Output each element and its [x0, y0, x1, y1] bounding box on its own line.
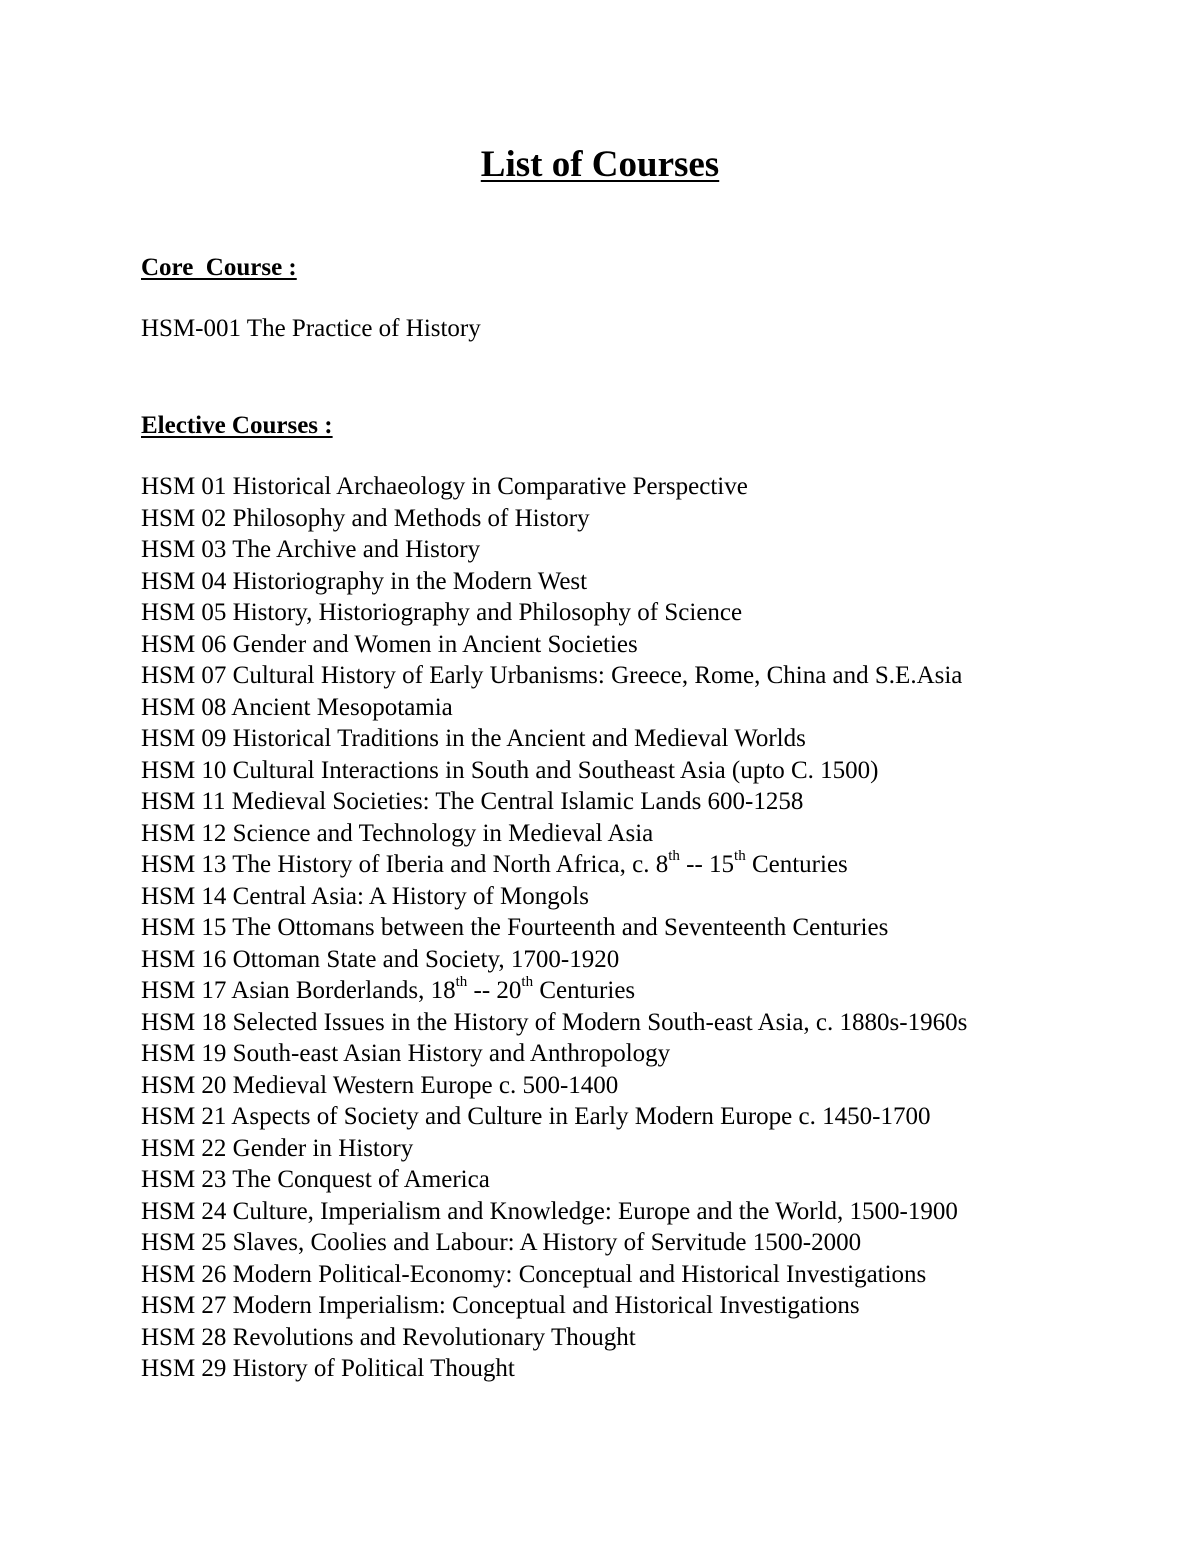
course-list-item: HSM 21 Aspects of Society and Culture in Early Modern Europe c. 1450-1700 [141, 1103, 931, 1130]
course-list-item: HSM 09 Historical Traditions in the Ancient and Medieval Worlds [141, 725, 806, 752]
course-list-item: HSM 29 History of Political Thought [141, 1355, 515, 1382]
ordinal-suffix: th [734, 847, 746, 864]
course-list-item: HSM 02 Philosophy and Methods of History [141, 504, 590, 532]
course-list-item: HSM 20 Medieval Western Europe c. 500-1400 [141, 1071, 619, 1099]
elective-courses-heading [141, 410, 333, 442]
course-list-item: HSM 13 The History of Iberia and North Africa, c. 8th -- 15th Centuries [141, 847, 848, 878]
course-list-item: HSM 03 The Archive and History [141, 536, 481, 563]
course-list-item: HSM 16 Ottoman State and Society, 1700-1920 [141, 945, 620, 973]
course-list-item: HSM 08 Ancient Mesopotamia [141, 693, 453, 721]
course-list-item: HSM 26 Modern Political-Economy: Conceptual and Historical Investigations [141, 1260, 927, 1288]
ordinal-suffix: th [521, 973, 534, 990]
course-list-item: HSM 27 Modern Imperialism: Conceptual and Historical Investigations [141, 1292, 860, 1319]
ordinal-suffix: th [668, 847, 680, 864]
course-list-item: HSM 11 Medieval Societies: The Central Islamic Lands 600-1258 [141, 788, 804, 815]
ordinal-suffix: th [455, 973, 468, 990]
course-list-item: HSM 18 Selected Issues in the History of Modern South-east Asia, c. 1880s-1960s [141, 1008, 968, 1036]
course-list-item: HSM 24 Culture, Imperialism and Knowledge: Europe and the World, 1500-1900 [141, 1197, 958, 1225]
course-list-item: HSM 05 History, Historiography and Philosophy of Science [141, 599, 743, 626]
course-list-item: HSM 25 Slaves, Coolies and Labour: A History of Servitude 1500-2000 [141, 1229, 862, 1256]
course-list-item: HSM 06 Gender and Women in Ancient Societies [141, 630, 638, 658]
elective-course-list [141, 471, 967, 1385]
core-course-heading-text: Core Course : [141, 254, 297, 281]
core-course-heading [141, 252, 297, 284]
course-list-item: HSM 14 Central Asia: A History of Mongols [141, 882, 589, 910]
course-list-item: HSM 22 Gender in History [141, 1134, 414, 1162]
course-list-item: HSM 17 Asian Borderlands, 18th -- 20th Centuries [141, 973, 636, 1004]
core-course-item: HSM-001 The Practice of History [141, 315, 481, 342]
course-list-item: HSM 28 Revolutions and Revolutionary Thought [141, 1323, 636, 1351]
course-list-item: HSM 07 Cultural History of Early Urbanisms: Greece, Rome, China and S.E.Asia [141, 662, 963, 689]
course-list-item: HSM 04 Historiography in the Modern West [141, 567, 588, 595]
page-title [0, 140, 1200, 190]
page-title-text: List of Courses [480, 144, 720, 185]
elective-courses-heading-text: Elective Courses : [141, 412, 333, 439]
course-list-item: HSM 10 Cultural Interactions in South and Southeast Asia (upto C. 1500) [141, 756, 879, 784]
course-list-item: HSM 12 Science and Technology in Medieval Asia [141, 819, 654, 847]
course-list-item: HSM 15 The Ottomans between the Fourteenth and Seventeenth Centuries [141, 914, 889, 941]
course-list-item: HSM 19 South-east Asian History and Anthropology [141, 1040, 671, 1067]
course-list-item: HSM 01 Historical Archaeology in Comparative Perspective [141, 473, 748, 500]
course-list-item: HSM 23 The Conquest of America [141, 1166, 490, 1193]
